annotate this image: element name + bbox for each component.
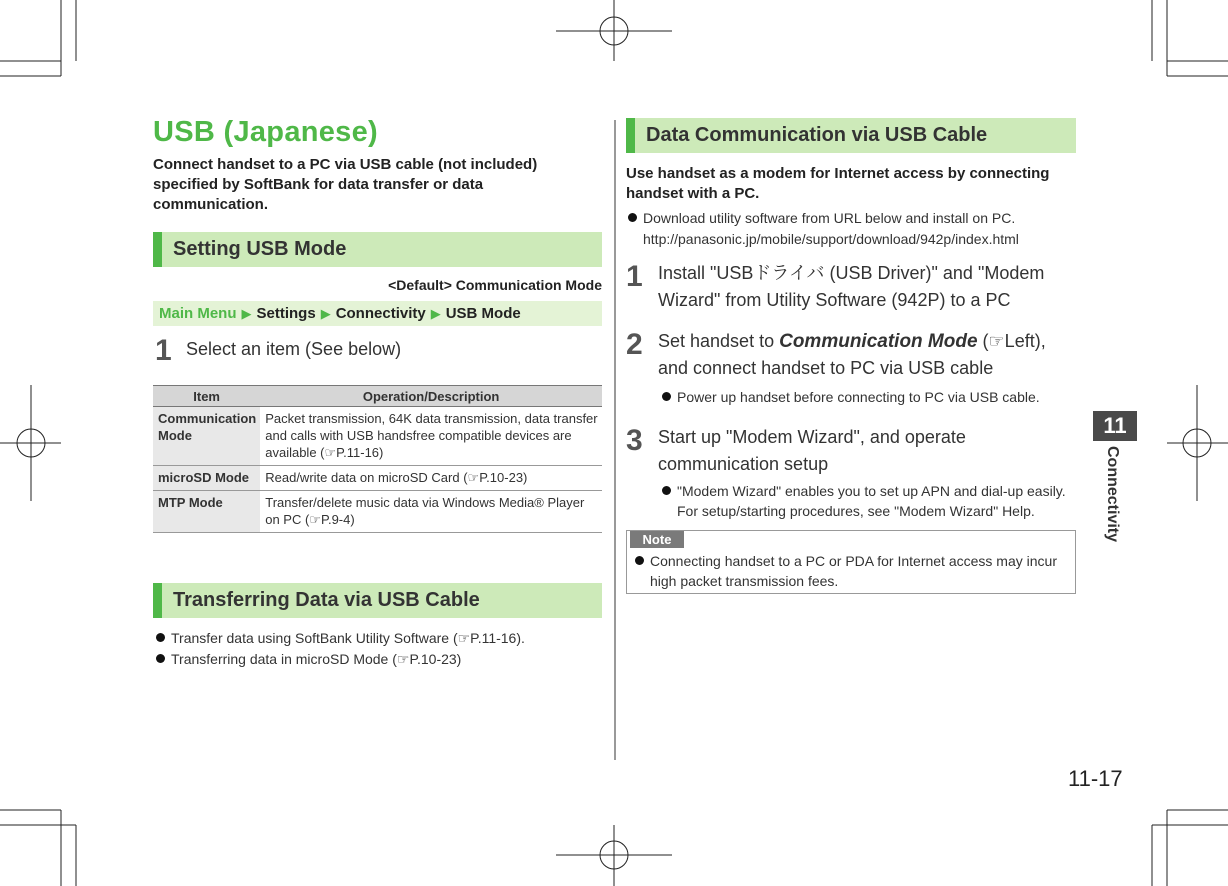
url-text: http://panasonic.jp/mobile/support/download/942p/index.html xyxy=(643,231,1019,247)
table-header: Item xyxy=(153,386,260,407)
list-item-text: Power up handset before connecting to PC via USB cable. xyxy=(677,389,1040,405)
table-header: Operation/Description xyxy=(260,386,602,407)
column-divider xyxy=(614,120,616,760)
arrow-right-icon: ▶ xyxy=(430,306,441,321)
list-item-text: Transfer data using SoftBank Utility Software (☞P.11-16). xyxy=(171,630,525,646)
step-text-part: (☞Left), and connect handset to PC via USB cable xyxy=(658,331,1046,378)
step-text: Start up "Modem Wizard", and operate communication setup xyxy=(658,427,966,474)
page-title: USB (Japanese) xyxy=(153,116,378,148)
path-connectivity: Connectivity xyxy=(335,305,426,322)
list-item xyxy=(662,387,1040,407)
table-row xyxy=(153,491,602,533)
path-settings: Settings xyxy=(256,305,316,322)
table-row xyxy=(153,466,602,491)
path-main-menu: Main Menu xyxy=(159,305,237,322)
note-text xyxy=(635,551,1082,591)
list-item xyxy=(662,481,1077,521)
table-cell-desc: Packet transmission, 64K data transmission, data transfer and calls with USB handsfree compatible devices are available (☞P.11-16) xyxy=(260,407,602,466)
list-item-text: Transferring data in microSD Mode (☞P.10-23) xyxy=(171,651,462,667)
table-cell-desc: Read/write data on microSD Card (☞P.10-23) xyxy=(260,466,602,491)
list-item xyxy=(156,628,525,648)
note-content: Connecting handset to a PC or PDA for Internet access may incur high packet transmission fees. xyxy=(650,553,1057,589)
table-cell-item: MTP Mode xyxy=(153,491,260,533)
bullet-icon xyxy=(662,392,671,401)
note-label: Note xyxy=(630,531,684,548)
list-item-text: Download utility software from URL below and install on PC. xyxy=(643,210,1016,226)
bullet-icon xyxy=(628,213,637,222)
step-number: 1 xyxy=(155,334,172,367)
section-heading-setting-usb-mode: Setting USB Mode xyxy=(153,232,602,267)
arrow-right-icon: ▶ xyxy=(241,306,252,321)
step-number: 1 xyxy=(626,260,643,293)
section-heading-data-communication: Data Communication via USB Cable xyxy=(626,118,1076,153)
list-item xyxy=(156,649,461,669)
page-number: 11-17 xyxy=(1068,766,1123,791)
step-number: 3 xyxy=(626,424,643,457)
table-cell-item: Communication Mode xyxy=(153,407,260,466)
table-row xyxy=(153,407,602,466)
section-heading-transferring-data: Transferring Data via USB Cable xyxy=(153,583,602,618)
chapter-number-tab: 11 xyxy=(1093,411,1137,441)
chapter-label: Connectivity xyxy=(1104,446,1121,543)
list-item-text: "Modem Wizard" enables you to set up APN and dial-up easily. For setup/starting procedures, see "Modem Wizard" Help. xyxy=(677,483,1066,519)
bullet-icon xyxy=(156,633,165,642)
default-setting-line: <Default> Communication Mode xyxy=(388,277,602,293)
bullet-icon xyxy=(662,486,671,495)
arrow-right-icon: ▶ xyxy=(320,306,331,321)
table-cell-desc: Transfer/delete music data via Windows Media® Player on PC (☞P.9-4) xyxy=(260,491,602,533)
bullet-icon xyxy=(156,654,165,663)
usb-mode-table xyxy=(153,385,602,533)
intro-text: Connect handset to a PC via USB cable (not included) specified by SoftBank for data transfer or data communication. xyxy=(153,156,538,213)
step-emphasis: Communication Mode xyxy=(779,331,978,352)
menu-path xyxy=(153,301,602,326)
step-text: Select an item (See below) xyxy=(186,339,402,359)
chapter-label-tab xyxy=(1097,446,1127,556)
list-item xyxy=(628,208,1015,228)
step-text xyxy=(658,328,1078,382)
table-header-row xyxy=(153,386,602,407)
table-cell-item: microSD Mode xyxy=(153,466,260,491)
intro-text-right: Use handset as a modem for Internet access by connecting handset with a PC. xyxy=(626,165,1050,202)
bullet-icon xyxy=(635,556,644,565)
step-text: Install "USBドライバ (USB Driver)" and "Modem Wizard" from Utility Software (942P) to a PC xyxy=(658,263,1045,310)
step-text-part: Set handset to xyxy=(658,331,780,351)
step-number: 2 xyxy=(626,328,643,361)
path-usb-mode: USB Mode xyxy=(445,305,521,322)
